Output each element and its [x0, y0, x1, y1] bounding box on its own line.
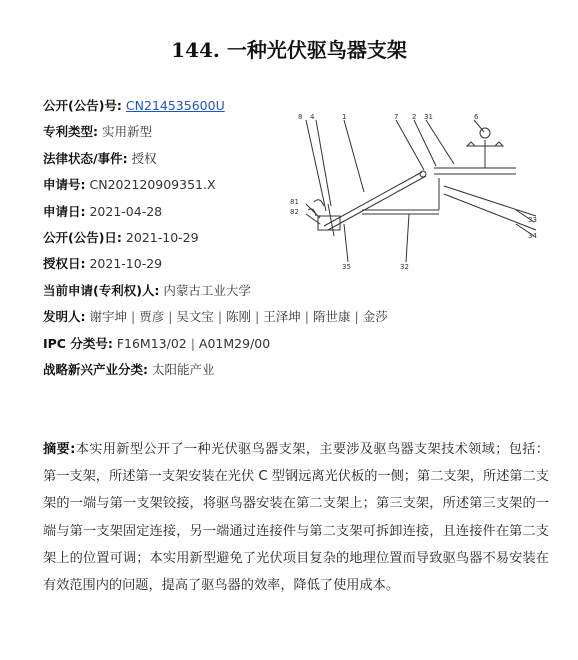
figure-label: 2 [412, 113, 417, 121]
field-value: CN202120909351.X [89, 177, 216, 193]
abstract [43, 436, 549, 599]
inventor: 隋世康 [313, 309, 351, 325]
field-value: 2021-10-29 [89, 256, 163, 272]
figure-label: 1 [342, 113, 347, 121]
field-label: 战略新兴产业分类: [43, 361, 148, 377]
figure-label: 6 [474, 113, 479, 121]
inventor-list [89, 309, 387, 324]
field-industry [43, 357, 303, 383]
field-value: 太阳能产业 [151, 361, 215, 377]
field-value: 授权 [131, 150, 157, 166]
inventor: 陈刚 [226, 309, 252, 325]
separator: | [168, 309, 173, 325]
field-app-no [43, 172, 303, 198]
figure-label: 7 [394, 113, 399, 121]
field-label: 发明人: [43, 309, 86, 325]
separator: | [130, 309, 136, 325]
separator: | [304, 309, 310, 325]
field-legal-status [43, 146, 303, 172]
field-label: 公开(公告)日: [43, 229, 122, 245]
ipc-code: A01M29/00 [198, 335, 271, 351]
figure-label: 32 [400, 263, 409, 271]
figure-label: 82 [290, 208, 299, 216]
separator: | [217, 309, 223, 325]
inventor: 金莎 [362, 309, 388, 325]
figure-label: 4 [310, 113, 315, 121]
field-patent-type [43, 119, 303, 145]
pub-no-link[interactable]: CN214535600U [125, 98, 225, 113]
field-label: 当前申请(专利权)人: [43, 282, 160, 298]
field-inventors [43, 304, 388, 330]
separator: | [190, 335, 195, 351]
separator: | [354, 309, 359, 325]
abstract-text: 本实用新型公开了一种光伏驱鸟器支架，主要涉及驱鸟器支架技术领域；包括：第一支架，所述第一支架安装在光伏 C 型钢远离光伏板的一侧；第二支架，所述第二支架的一端与第一支架铰接，将驱鸟器安装在第二支架上；第三支架，所述第三支架的一端与第一支架固定连接，另一端通过连接件与第二支架可拆卸连接，且连接件在第二支架上的位置可调；本实用新型避免了光伏项目复杂的地理位置而导致驱鸟器不易安装在有效范围内的问题，提高了驱鸟器的效率，降低了使用成本。 [43, 442, 549, 594]
field-value: 2021-04-28 [89, 203, 163, 219]
field-value: 2021-10-29 [125, 229, 199, 245]
field-value: 内蒙古工业大学 [163, 282, 251, 298]
patent-drawing [284, 106, 544, 272]
inventor: 谢宇坤 [89, 309, 127, 325]
ipc-list [117, 336, 270, 351]
field-value: 实用新型 [101, 124, 152, 140]
field-pub-date [43, 225, 303, 251]
patent-fields [43, 93, 388, 383]
field-app-date [43, 199, 303, 225]
figure-label: 31 [424, 113, 433, 121]
field-label: 授权日: [43, 256, 86, 272]
abstract-label: 摘要: [43, 442, 76, 457]
field-label: 申请号: [43, 177, 86, 193]
bracket-drawing-svg [284, 106, 544, 272]
inventor: 贾彦 [139, 309, 165, 325]
field-ipc [43, 331, 303, 357]
field-grant-date [43, 251, 303, 277]
figure-label: 81 [290, 198, 299, 206]
ipc-code: F16M13/02 [116, 335, 187, 351]
page-title: 144. 一种光伏驱鸟器支架 [171, 38, 407, 62]
field-label: IPC 分类号: [43, 335, 113, 351]
figure-label: 33 [528, 216, 537, 224]
field-label: 专利类型: [43, 124, 98, 140]
figure-label: 34 [528, 232, 537, 240]
figure-label: 35 [342, 263, 351, 271]
inventor: 吴文宝 [176, 309, 214, 325]
field-label: 法律状态/事件: [43, 150, 128, 166]
field-label: 公开(公告)号: [43, 98, 122, 113]
field-label: 申请日: [43, 203, 86, 219]
inventor: 王泽坤 [263, 309, 301, 325]
figure-label: 8 [298, 113, 303, 121]
separator: | [255, 309, 260, 325]
field-pub-no [43, 93, 303, 119]
field-applicant [43, 278, 303, 304]
